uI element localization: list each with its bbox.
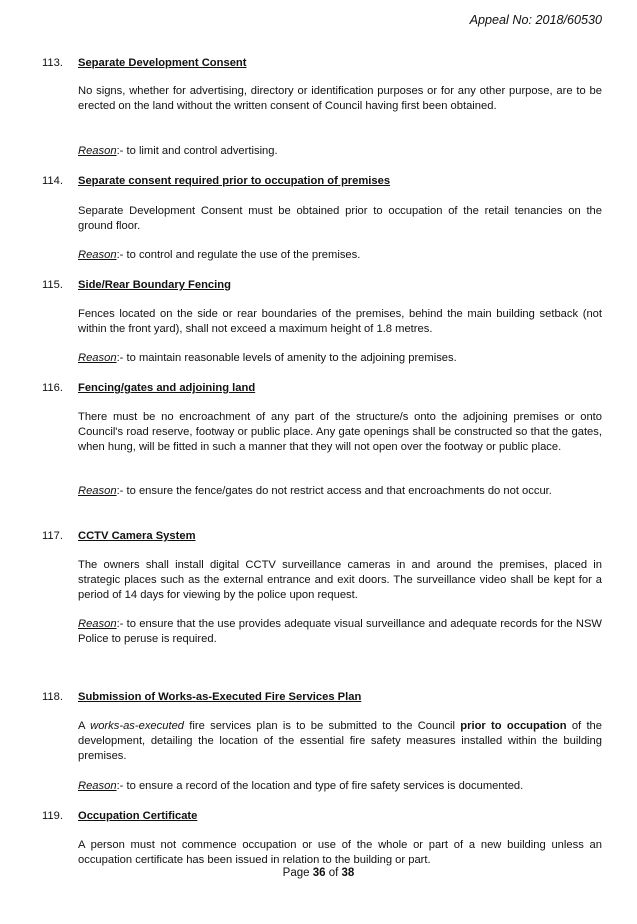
body-italic-text: works-as-executed xyxy=(90,720,185,732)
reason-label: Reason xyxy=(78,618,117,630)
clause-heading: Separate consent required prior to occupation of premises xyxy=(78,175,391,187)
clause-body: There must be no encroachment of any part of the structure/s onto the adjoining premises or onto Council's road reserve, footway or public place. Any gate openings shall be constructed so that the gates, when hung, will be fitted in such a manner that they will not open over the footway or public place. xyxy=(78,411,602,453)
clause-reason xyxy=(78,484,602,499)
clause-number: 116. xyxy=(42,382,63,394)
clause-body: No signs, whether for advertising, directory or identification purposes or for any other purpose, are to be erected on the land without the written consent of Council having first been obtained. xyxy=(78,85,602,112)
clause-heading: CCTV Camera System xyxy=(78,530,196,542)
clause-body: Fences located on the side or rear boundaries of the premises, behind the main building setback (not within the front yard), shall not exceed a maximum height of 1.8 metres. xyxy=(78,308,602,335)
clause-heading: Submission of Works-as-Executed Fire Services Plan xyxy=(78,691,362,703)
reason-label: Reason xyxy=(78,780,117,792)
clause-heading: Separate Development Consent xyxy=(78,57,247,69)
reason-text: :- to limit and control advertising. xyxy=(116,145,278,157)
clause-number: 118. xyxy=(42,691,63,703)
body-text: A xyxy=(78,720,91,732)
clause-heading: Occupation Certificate xyxy=(78,810,198,822)
reason-label: Reason xyxy=(78,145,117,157)
reason-text: :- to ensure a record of the location and type of fire safety services is documented. xyxy=(116,780,524,792)
clause-reason xyxy=(78,248,602,263)
body-text: of the development, detailing the location of the essential fire safety measures installed within the building premises. xyxy=(78,720,602,762)
clause-number: 115. xyxy=(42,279,63,291)
clause-body: Separate Development Consent must be obtained prior to occupation of the retail tenancies on the ground floor. xyxy=(78,205,602,232)
appeal-number: Appeal No: 2018/60530 xyxy=(469,13,602,27)
clause-heading: Fencing/gates and adjoining land xyxy=(78,382,256,394)
clause-body: The owners shall install digital CCTV surveillance cameras in and around the premises, placed in strategic places such as the external entrance and exit doors. The surveillance video shall be kept for a period of 14 days for viewing by the police upon request. xyxy=(78,559,602,601)
clause-reason xyxy=(78,617,602,647)
body-text: fire services plan is to be submitted to the Council xyxy=(184,720,461,732)
reason-text: :- to maintain reasonable levels of amenity to the adjoining premises. xyxy=(116,352,457,364)
of-word: of xyxy=(328,867,339,879)
reason-label: Reason xyxy=(78,249,117,261)
reason-label: Reason xyxy=(78,485,117,497)
clause-number: 117. xyxy=(42,530,63,542)
clause-number: 114. xyxy=(42,175,63,187)
clause-reason xyxy=(78,144,602,159)
clause-reason xyxy=(78,779,602,794)
body-bold-text: prior to occupation xyxy=(460,720,567,732)
reason-text: :- to control and regulate the use of the premises. xyxy=(116,249,361,261)
current-page: 36 xyxy=(312,867,326,879)
clause-reason xyxy=(78,351,602,366)
page-word: Page xyxy=(282,867,310,879)
total-pages: 38 xyxy=(341,867,355,879)
reason-text: :- to ensure the fence/gates do not restrict access and that encroachments do not occur. xyxy=(116,485,552,497)
clause-heading: Side/Rear Boundary Fencing xyxy=(78,279,231,291)
clause-number: 113. xyxy=(42,57,63,69)
reason-text: :- to ensure that the use provides adequate visual surveillance and adequate records for the NSW Police to peruse is required. xyxy=(78,618,602,645)
clause-body: A person must not commence occupation or use of the whole or part of a new building unless an occupation certificate has been issued in relation to the building or part. xyxy=(78,839,602,866)
page-number xyxy=(0,866,637,881)
clause-number: 119. xyxy=(42,810,63,822)
clause-body xyxy=(78,719,602,763)
reason-label: Reason xyxy=(78,352,117,364)
